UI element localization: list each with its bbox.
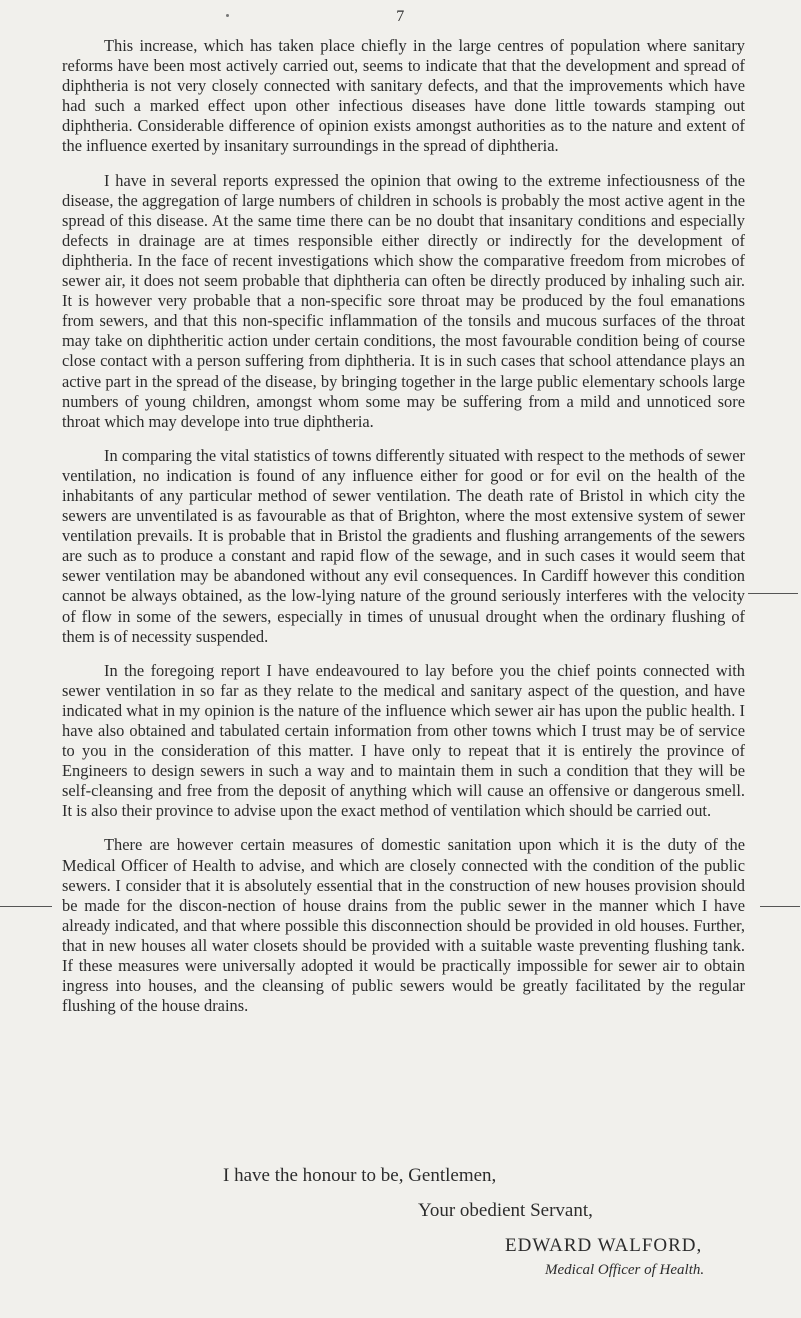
paragraph-3: In comparing the vital statistics of towns differently situated with respect to the methods of sewer ventilation, no indication is found of any influence either for good or for evil on the health of the inhabitants of any particular method of sewer ventilation. The death rate of Bristol in which city the sewers are unventilated is as favourable as that of Brighton, where the most extensive system of sewer ventilation prevails. It is probable that in Bristol the gradients and flushing arrangements of the sewers are such as to produce a constant and rapid flow of the sewage, and in such cases it would seem that sewer ventilation may be abandoned without any evil consequences. In Cardiff however this condition cannot be always obtained, as the low-lying nature of the ground seriously interferes with the velocity of flow in some of the sewers, especially in times of unusual drought when the ordinary flushing of them is of necessity suspended. bbox=[62, 445, 745, 646]
paragraph-5: There are however certain measures of domestic sanitation upon which it is the duty of the Medical Officer of Health to advise, and which are closely connected with the condition of the public sewers. I consider that it is absolutely essential that in the construction of new houses provision should be made for the discon-nection of house drains from the public sewer in the manner which I have already indicated, and that where possible this disconnection should be provided in old houses. Further, that in new houses all water closets should be provided with a suitable waste preventing flushing tank. If these measures were universally adopted it would be practically impossible for sewer air to obtain ingress into houses, and the cleansing of public sewers would be greatly facilitated by the regular flushing of the house drains. bbox=[62, 835, 745, 1016]
signature-name: EDWARD WALFORD, bbox=[505, 1235, 703, 1256]
page-number: 7 bbox=[396, 8, 405, 25]
salutation: I have the honour to be, Gentlemen, bbox=[223, 1165, 497, 1186]
paragraph-4: In the foregoing report I have endeavoured to lay before you the chief points connected with sewer ventilation in so far as they relate to the medical and sanitary aspect of the question, and have indicated what in my opinion is the nature of the influence which sewer air has upon the public health. I have also obtained and tabulated certain information from other towns which I trust may be of service to you in the consideration of this matter. I have only to repeat that it is entirely the province of Engineers to design sewers in such a way and to maintain them in such a condition that they will be self-cleansing and free from the deposit of anything which will cause an offensive or dangerous smell. It is also their province to advise upon the exact method of ventilation which should be carried out. bbox=[62, 660, 745, 821]
paragraph-2: I have in several reports expressed the opinion that owing to the extreme infectiousness of the disease, the aggregation of large numbers of children in schools is probably the most active agent in the spread of this disease. At the same time there can be no doubt that insanitary conditions and especially defects in drainage are at times responsible either directly or indirectly for the development of diphtheria. In the face of recent investigations which show the comparative freedom from microbes of sewer air, it does not seem probable that diphtheria can often be directly produced by inhaling such air. It is however very probable that a non-specific sore throat may be produced by the foul emanations from sewers, and that this non-specific inflammation of the tonsils and mucous surfaces of the throat may take on diphtheritic action under certain conditions, the most favourable condition being of course close contact with a person suffering from diphtheria. It is in such cases that school attendance plays an active part in the spread of the disease, by bringing together in the large public elementary schools large numbers of young children, amongst whom some may be suffering from a mild and unnoticed sore throat which may develope into true diphtheria. bbox=[62, 170, 745, 431]
signature-title: Medical Officer of Health. bbox=[545, 1262, 705, 1278]
paragraph-1: This increase, which has taken place chiefly in the large centres of population where sanitary reforms have been most actively carried out, seems to indicate that that the development and spread of diphtheria is not very closely connected with sanitary defects, and that the improvements which have had such a marked effect upon other infectious diseases have done little towards stamping out diphtheria. Considerable difference of opinion exists amongst authorities as to the nature and extent of the influence exerted by insanitary surroundings in the spread of diphtheria. bbox=[62, 36, 745, 156]
margin-rule-left bbox=[0, 906, 52, 907]
letter-body bbox=[62, 36, 745, 1030]
margin-rule-right-lower bbox=[760, 906, 800, 907]
margin-rule-right bbox=[748, 593, 798, 594]
valediction: Your obedient Servant, bbox=[418, 1200, 593, 1221]
